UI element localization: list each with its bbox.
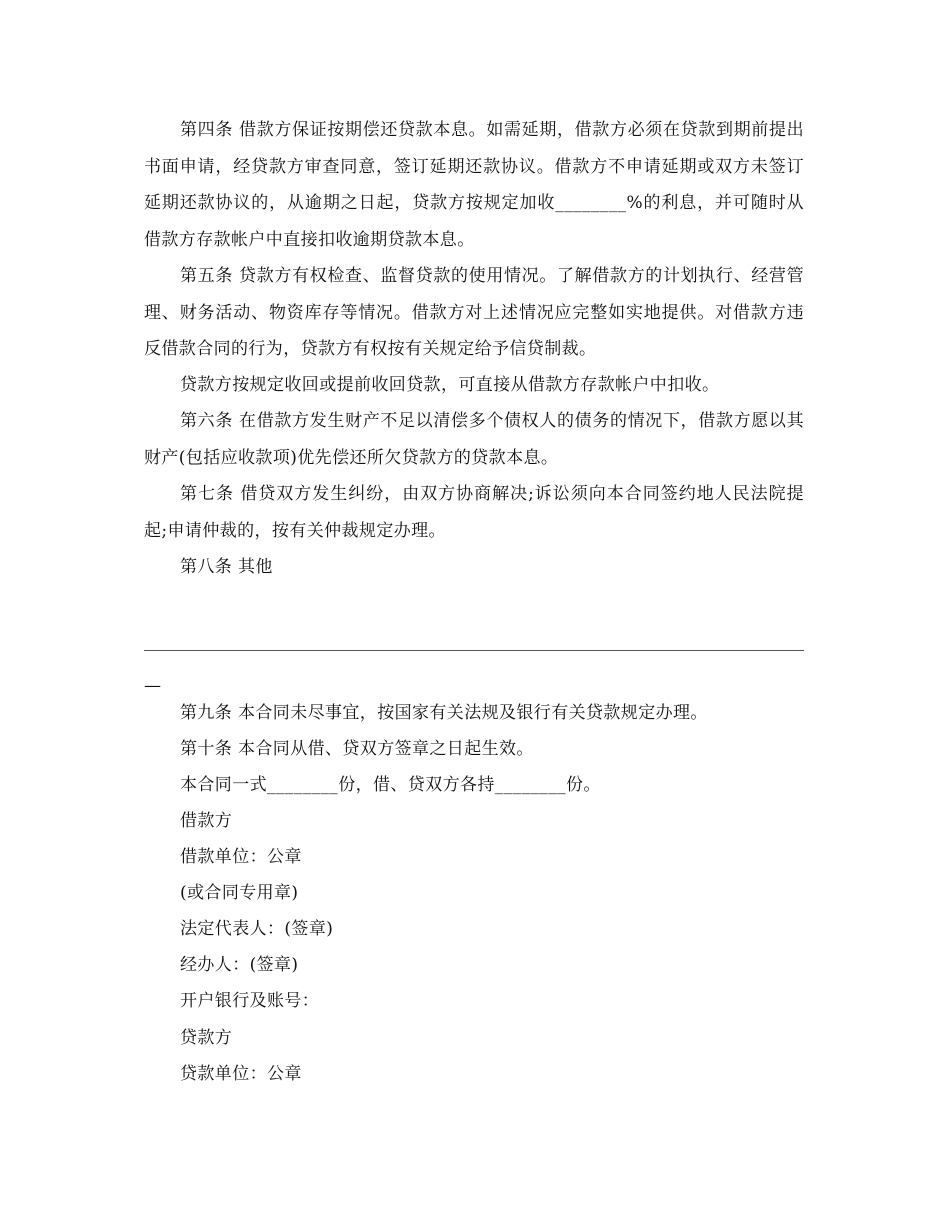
clause-article-9: 第九条 本合同未尽事宜，按国家有关法规及银行有关贷款规定办理。 bbox=[180, 703, 708, 723]
borrower-unit: 借款单位：公章 bbox=[180, 847, 302, 867]
borrower-handler: 经办人：(签章) bbox=[180, 955, 299, 975]
clause-article-5: 第五条 贷款方有权检查、监督贷款的使用情况。了解借款方的计划执行、经营管理、财务活动、物资库存等情况。借款方对上述情况应完整如实地提供。对借款方违反借款合同的行为，贷款方有权按有关规定给予信贷制裁。 bbox=[144, 266, 804, 359]
clause-article-10: 第十条 本合同从借、贷双方签章之日起生效。 bbox=[180, 739, 534, 759]
clause-article-7: 第七条 借贷双方发生纠纷，由双方协商解决;诉讼须向本合同签约地人民法院提起;申请仲裁的，按有关仲裁规定办理。 bbox=[144, 484, 804, 541]
clause-article-5-supplement: 贷款方按规定收回或提前收回贷款，可直接从借款方存款帐户中扣收。 bbox=[180, 375, 720, 395]
borrower-bank-account: 开户银行及账号： bbox=[180, 991, 320, 1011]
lender-unit: 贷款单位：公章 bbox=[180, 1064, 302, 1084]
borrower-heading: 借款方 bbox=[180, 811, 233, 831]
borrower-seal-note: (或合同专用章) bbox=[180, 883, 299, 903]
clause-article-6: 第六条 在借款方发生财产不足以清偿多个债权人的债务的情况下，借款方愿以其财产(包括应收款项)优先偿还所欠贷款方的贷款本息。 bbox=[144, 411, 804, 468]
clause-article-8: 第八条 其他 bbox=[180, 557, 273, 577]
lender-heading: 贷款方 bbox=[180, 1028, 233, 1048]
fill-in-blank-line bbox=[144, 650, 804, 651]
borrower-legal-representative: 法定代表人：(签章) bbox=[180, 919, 334, 939]
clause-article-4: 第四条 借款方保证按期偿还贷款本息。如需延期，借款方必须在贷款到期前提出书面申请，经贷款方审查同意，签订延期还款协议。借款方不申请延期或双方未签订延期还款协议的，从逾期之日起，贷款方按规定加收________%的利息，并可随时从借款方存款帐户中直接扣收逾期贷款本息。 bbox=[144, 120, 804, 250]
blank-line-dash: — bbox=[144, 676, 161, 696]
copies-line: 本合同一式________份，借、贷双方各持________份。 bbox=[180, 775, 601, 795]
